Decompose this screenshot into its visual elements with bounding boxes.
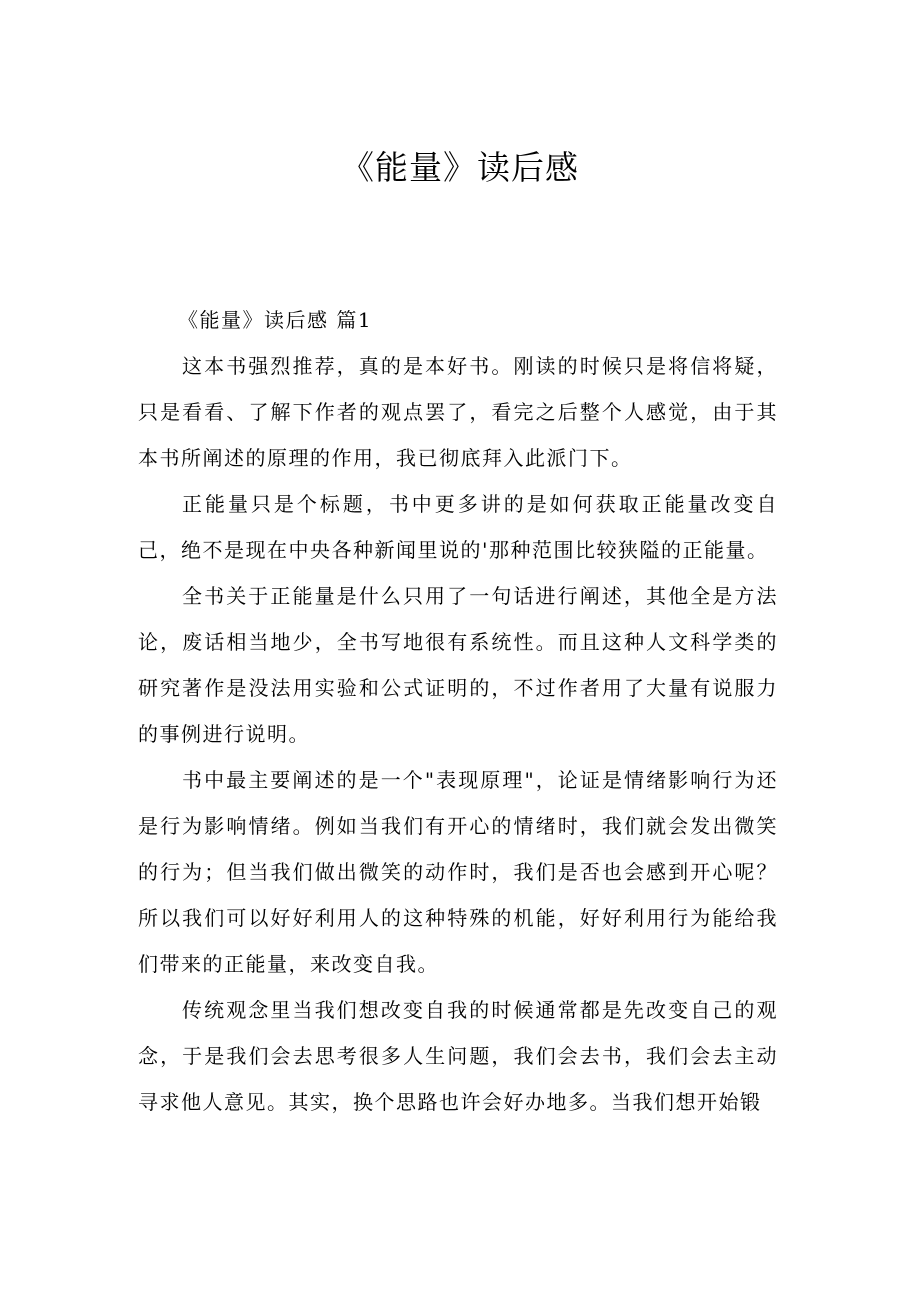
document-title: 《能量》读后感	[341, 148, 579, 187]
section-heading: 《能量》读后感 篇1	[178, 308, 373, 332]
paragraph-5: 传统观念里当我们想改变自我的时候通常都是先改变自己的观念，于是我们会去思考很多人生问题，我们会去书，我们会去主动寻求他人意见。其实，换个思路也许会好办地多。当我们想开始锻	[138, 998, 778, 1114]
document-body	[138, 297, 778, 1125]
paragraph-2: 正能量只是个标题，书中更多讲的是如何获取正能量改变自己，绝不是现在中央各种新闻里说的'那种范围比较狭隘的正能量。	[138, 492, 778, 562]
paragraph-3: 全书关于正能量是什么只用了一句话进行阐述，其他全是方法论，废话相当地少，全书写地很有系统性。而且这种人文科学类的研究著作是没法用实验和公式证明的，不过作者用了大量有说服力的事例进行说明。	[138, 584, 778, 746]
paragraph-1: 这本书强烈推荐，真的是本好书。刚读的时候只是将信将疑，只是看看、了解下作者的观点罢了，看完之后整个人感觉，由于其本书所阐述的原理的作用，我已彻底拜入此派门下。	[138, 354, 778, 470]
paragraph-4: 书中最主要阐述的是一个"表现原理"，论证是情绪影响行为还是行为影响情绪。例如当我们有开心的情绪时，我们就会发出微笑的行为；但当我们做出微笑的动作时，我们是否也会感到开心呢？所以我们可以好好利用人的这种特殊的机能，好好利用行为能给我们带来的正能量，来改变自我。	[138, 768, 778, 976]
